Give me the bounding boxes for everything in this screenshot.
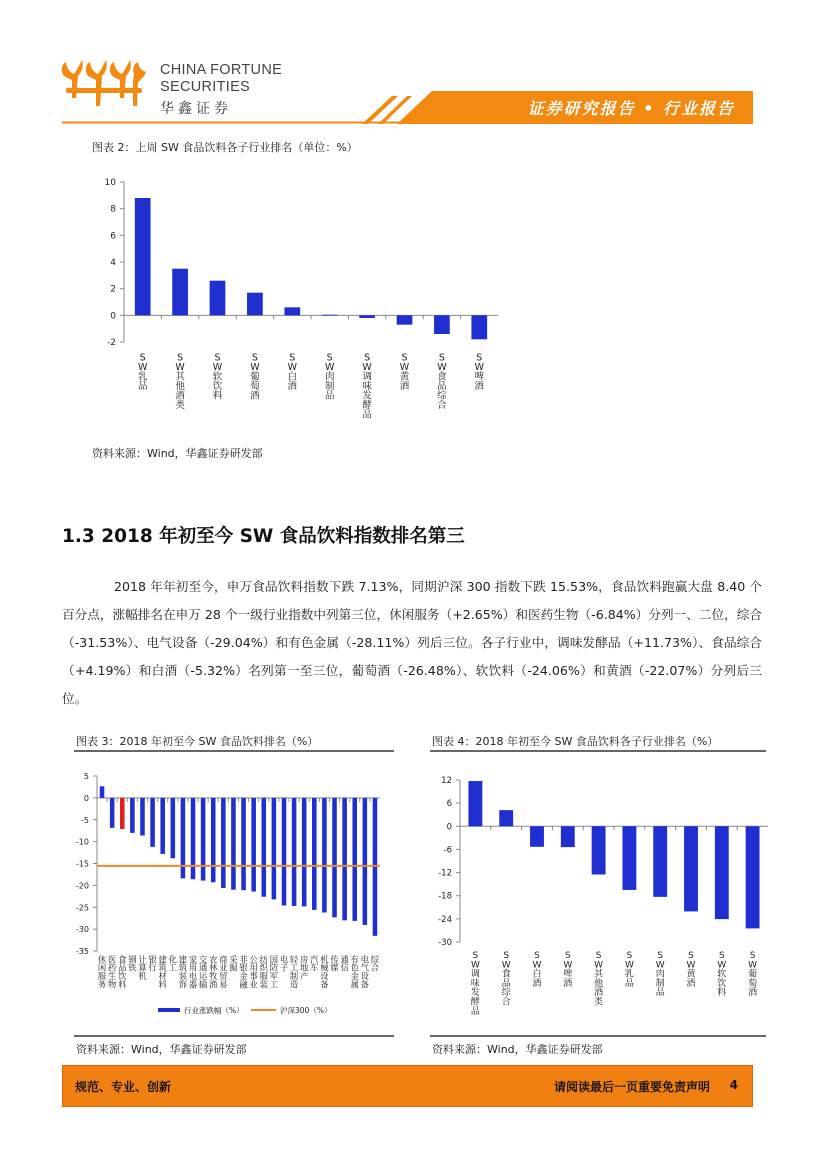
bar	[247, 293, 263, 316]
bar	[284, 307, 300, 315]
x-tick-label: S W 黄酒	[686, 951, 696, 989]
bar	[561, 826, 575, 847]
bar	[160, 798, 165, 854]
x-tick-label: 有色金属	[350, 954, 359, 990]
footer-slogan: 规范、专业、创新	[75, 1080, 172, 1094]
legend-label-industry: 行业涨跌幅（%）	[184, 1006, 244, 1015]
bar	[272, 798, 277, 900]
y-tick-label: -15	[75, 859, 89, 869]
x-tick-label: 国防军工	[269, 954, 279, 990]
x-tick-label: S W 啤酒	[563, 951, 573, 989]
bar	[312, 798, 317, 910]
y-tick-label: 8	[110, 204, 116, 215]
bar	[468, 781, 482, 826]
y-tick-label: 6	[110, 231, 116, 242]
x-tick-label: 非银金融	[239, 954, 248, 990]
x-tick-label: 传媒	[330, 954, 339, 973]
x-tick-label: 房地产	[300, 954, 309, 982]
bar	[715, 826, 729, 919]
x-tick-label: S W 葡萄酒	[748, 951, 758, 999]
bar	[251, 798, 256, 892]
x-tick-label: S W 食品综合	[437, 352, 447, 411]
x-tick-label: 采掘	[229, 954, 238, 973]
x-tick-label: 电气设备	[360, 954, 369, 990]
bar	[471, 315, 487, 339]
x-tick-label: 建筑装饰	[178, 954, 188, 990]
x-tick-label: 纺织服装	[259, 954, 268, 990]
x-tick-label: 计算机	[138, 954, 147, 982]
x-tick-label: 综合	[370, 954, 380, 973]
bar	[359, 315, 375, 318]
figure3-source-rule	[74, 1035, 394, 1038]
x-tick-label: S W 白酒	[532, 951, 542, 989]
x-tick-label: S W 调味发酵品	[470, 951, 480, 1017]
figure4-source: 资料来源：Wind，华鑫证券研发部	[432, 1043, 603, 1056]
y-tick-label: 4	[110, 258, 116, 268]
section-title: 1.3 2018 年初至今 SW 食品饮料指数排名第三	[62, 526, 465, 547]
bar	[352, 798, 357, 921]
legend-label-hs300: 沪深300（%）	[280, 1006, 332, 1015]
y-tick-label: -12	[438, 868, 452, 879]
y-tick-label: 10	[104, 178, 116, 188]
x-tick-label: S W 软饮料	[717, 951, 727, 999]
y-tick-label: -10	[75, 837, 89, 847]
report-type: 证券研究报告 • 行业报告	[527, 99, 735, 118]
y-tick-label: -6	[443, 845, 452, 856]
bar	[592, 826, 606, 874]
figure3-source: 资料来源：Wind，华鑫证券研发部	[76, 1043, 247, 1056]
x-tick-label: 机械设备	[320, 954, 329, 990]
figure4-source-rule	[430, 1035, 766, 1038]
x-tick-label: 商业贸易	[219, 954, 228, 990]
x-tick-label: 电子	[279, 954, 289, 973]
x-tick-label: 通信	[340, 954, 349, 973]
bar	[302, 798, 307, 907]
bar	[684, 826, 698, 911]
bar	[322, 315, 338, 316]
bar	[332, 798, 337, 917]
bar	[241, 798, 246, 890]
y-tick-label: 6	[446, 799, 452, 810]
footer-disclaimer-link[interactable]: 请阅读最后一页重要免责声明	[553, 1080, 710, 1094]
x-tick-label: S W 啤酒	[474, 352, 485, 392]
bar	[397, 315, 413, 324]
figure4-caption: 图表 4：2018 年初至今 SW 食品饮料各子行业排名（%）	[432, 735, 719, 748]
y-tick-label: 5	[83, 772, 89, 781]
bar	[210, 281, 226, 316]
x-tick-label: 公用事业	[249, 954, 258, 990]
bar	[172, 269, 188, 316]
y-tick-label: 0	[110, 311, 116, 322]
brand-name-en: CHINA FORTUNE SECURITIES	[160, 62, 283, 95]
figure2-source: 资料来源：Wind，华鑫证券研发部	[92, 447, 263, 460]
x-tick-label: S W 黄酒	[399, 352, 410, 392]
bar	[171, 798, 176, 858]
x-tick-label: 化工	[168, 954, 177, 973]
bar	[363, 798, 368, 925]
figure2-chart	[88, 170, 508, 430]
x-tick-label: 建筑材料	[158, 954, 167, 990]
brand-name-cn: 华鑫证券	[160, 101, 232, 117]
bar	[221, 798, 226, 888]
bar	[231, 798, 236, 890]
x-tick-label: S W 软饮料	[212, 352, 223, 402]
y-tick-label: 2	[110, 284, 116, 295]
bar	[746, 826, 760, 928]
bar	[150, 798, 155, 847]
bar	[110, 798, 115, 828]
y-tick-label: -24	[438, 914, 452, 925]
bar	[530, 826, 544, 847]
x-tick-label: 农林牧渔	[209, 954, 218, 990]
bar	[622, 826, 636, 890]
x-tick-label: 钢铁	[128, 954, 137, 973]
bar	[135, 198, 151, 315]
bar	[191, 798, 196, 879]
x-tick-label: S W 其他酒类	[175, 352, 185, 411]
bar	[130, 798, 135, 833]
y-tick-label: -30	[75, 925, 89, 935]
bar	[292, 798, 297, 906]
y-tick-label: -5	[81, 815, 89, 825]
y-tick-label: -20	[75, 881, 89, 891]
x-tick-label: 汽车	[310, 954, 319, 973]
bar	[140, 798, 145, 836]
bar	[373, 798, 378, 936]
legend-swatch-industry	[158, 1008, 180, 1012]
figure4-caption-rule	[430, 750, 766, 753]
x-tick-label: S W 肉制品	[324, 352, 335, 402]
y-tick-label: 0	[83, 793, 89, 803]
x-tick-label: 银行	[148, 954, 157, 973]
bar	[499, 810, 513, 826]
x-tick-label: S W 其他酒类	[594, 951, 604, 1008]
page-number: 4	[729, 1078, 738, 1092]
x-tick-label: 轻工制造	[289, 954, 299, 990]
bar	[120, 798, 125, 829]
x-tick-label: 交通运输	[198, 954, 208, 990]
bar	[201, 798, 206, 881]
y-tick-label: 0	[446, 822, 452, 833]
x-tick-label: 医药生物	[108, 954, 117, 990]
bar	[342, 798, 347, 921]
figure3-caption: 图表 3：2018 年初至今 SW 食品饮料排名（%）	[76, 735, 319, 748]
bar	[211, 798, 216, 882]
x-tick-label: S W 肉制品	[655, 951, 665, 999]
figure4-chart	[424, 768, 774, 1024]
bar	[261, 798, 266, 897]
x-tick-label: S W 食品综合	[501, 951, 511, 1008]
y-tick-label: 12	[441, 776, 452, 786]
footer-bar	[62, 1065, 753, 1107]
bar	[322, 798, 327, 913]
bar	[100, 786, 105, 798]
x-tick-label: S W 乳品	[624, 951, 634, 989]
figure3-chart	[66, 768, 396, 1024]
figure3-caption-rule	[74, 750, 394, 753]
y-tick-label: -25	[75, 903, 89, 913]
bar	[653, 826, 667, 897]
x-tick-label: S W 葡萄酒	[250, 352, 260, 402]
y-tick-label: -2	[107, 338, 116, 348]
x-tick-label: S W 调味发酵品	[362, 352, 372, 421]
x-tick-label: S W 白酒	[287, 352, 298, 392]
bar	[282, 798, 287, 906]
figure2-caption: 图表 2：上周 SW 食品饮料各子行业排名（单位：%）	[92, 141, 358, 154]
y-tick-label: -30	[438, 938, 452, 948]
y-tick-label: -35	[75, 947, 89, 956]
x-tick-label: S W 乳品	[137, 352, 148, 392]
section-paragraph: 2018 年年初至今，申万食品饮料指数下跌 7.13%，同期沪深 300 指数下跌 15.53%，食品饮料跑赢大盘 8.40 个百分点，涨幅排名在申万 28 个一级行业指数中列第三位，休闲服务（+2.65%）和医药生物（-6.84%）分列一、二位，综合（-31.53%）、电气设备（-29.04%）和有色金属（-28.11%）列后三位。各子行业中，调味发酵品（+11.73%）、食品综合（+4.19%）和白酒（-5.32%）名列第一至三位，葡萄酒（-26.48%）、软饮料（-24.06%）和黄酒（-22.07%）分列后三位。	[62, 579, 762, 706]
x-tick-label: 休闲服务	[97, 954, 107, 990]
x-tick-label: 食品饮料	[118, 954, 127, 990]
bar	[434, 315, 450, 334]
x-tick-label: 家用电器	[188, 954, 198, 990]
y-tick-label: -18	[438, 891, 452, 902]
